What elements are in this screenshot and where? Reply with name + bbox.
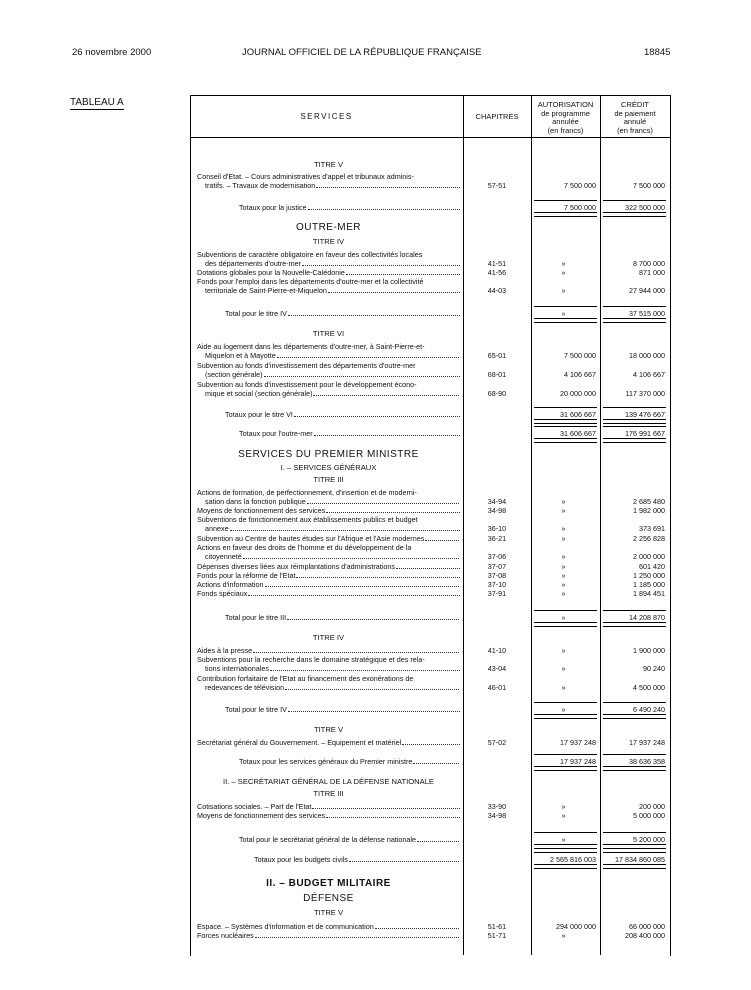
item-label-line	[197, 543, 460, 552]
total-credit-amount: 139 476 667	[625, 410, 665, 419]
total-label-text: Totaux pour la justice	[239, 203, 307, 212]
table-header-rule	[190, 137, 671, 138]
credit-amount: 90 240	[643, 664, 665, 673]
section-heading: II. – BUDGET MILITAIRE	[266, 878, 391, 889]
leader-dots	[265, 580, 461, 587]
total-rule-top	[603, 200, 666, 201]
leader-dots	[308, 203, 460, 210]
credit-amount: 117 370 000	[625, 389, 665, 398]
credit-amount: 871 000	[639, 268, 665, 277]
total-credit-amount: 17 834 860 085	[615, 855, 665, 864]
chapter-code: 34-98	[487, 811, 507, 820]
leader-dots	[417, 835, 460, 842]
credit-amount: 17 937 248	[629, 738, 665, 747]
total-double-rule	[534, 766, 597, 771]
authorization-amount: »	[561, 931, 566, 940]
item-label-text: tions internationales	[205, 664, 269, 673]
chapter-code: 33-90	[487, 802, 507, 811]
leader-dots	[264, 370, 460, 377]
total-label-text: Total pour le secrétariat général de la défense nationale	[239, 835, 417, 844]
item-label-line	[197, 488, 460, 497]
authorization-amount: 7 500 000	[564, 181, 596, 190]
item-label-line	[197, 562, 460, 571]
chapter-code: 51-71	[487, 931, 507, 940]
total-authorization-amount: 31 606 667	[560, 429, 596, 438]
authorization-amount: »	[561, 497, 566, 506]
item-label-line	[205, 552, 460, 561]
authorization-amount: 7 500 000	[564, 351, 596, 360]
total-rule-top	[534, 610, 597, 611]
section-heading: DÉFENSE	[303, 893, 354, 904]
item-label-text: Cotisations sociales. – Part de l'Etat	[197, 802, 312, 811]
credit-amount: 373 691	[639, 524, 665, 533]
item-label-text: tratifs. – Travaux de modernisation	[205, 181, 316, 190]
leader-dots	[413, 757, 460, 764]
item-label-line	[197, 811, 460, 820]
chapter-code: 34-94	[487, 497, 507, 506]
leader-dots	[346, 268, 460, 275]
total-double-rule	[534, 844, 597, 849]
total-label-text: Total pour le titre IV	[225, 705, 287, 714]
chapter-code: 37-08	[487, 571, 507, 580]
leader-dots	[425, 534, 460, 541]
leader-dots	[287, 613, 460, 620]
item-label-text: Contribution forfaitaire de l'Etat au financement des exonérations de	[197, 674, 414, 683]
authorization-amount: »	[561, 589, 566, 598]
leader-dots	[375, 922, 460, 929]
total-label-text: Total pour le titre IV	[225, 309, 287, 318]
item-label-text: Moyens de fonctionnement des services	[197, 506, 326, 515]
item-label-text: (section générale)	[205, 370, 263, 379]
item-label-text: Fonds pour la réforme de l'Etat	[197, 571, 296, 580]
chapter-code: 37-06	[487, 552, 507, 561]
total-double-rule	[603, 766, 666, 771]
total-rule-top	[603, 610, 666, 611]
chapter-code: 51-61	[487, 922, 507, 931]
chapter-code: 57-51	[487, 181, 507, 190]
total-label	[225, 309, 460, 318]
credit-amount: 4 500 000	[633, 683, 665, 692]
chapter-code: 37-10	[487, 580, 507, 589]
credit-amount: 200 000	[639, 802, 665, 811]
chapter-code: 34-98	[487, 506, 507, 515]
total-double-rule	[534, 419, 597, 424]
item-label-line	[197, 580, 460, 589]
item-label-line	[197, 342, 460, 351]
chapter-code: 57-02	[487, 738, 507, 747]
leader-dots	[255, 931, 460, 938]
item-label-line	[197, 655, 460, 664]
total-label-text: Totaux pour l'outre-mer	[239, 429, 313, 438]
credit-amount: 7 500 000	[633, 181, 665, 190]
total-authorization-amount: 17 937 248	[560, 757, 596, 766]
leader-dots	[349, 855, 460, 862]
total-credit-amount: 176 991 667	[625, 429, 665, 438]
title-heading: TITRE V	[313, 908, 344, 917]
total-label	[225, 705, 460, 714]
total-label	[239, 757, 460, 766]
total-label	[239, 203, 460, 212]
total-credit-amount: 6 490 240	[633, 705, 665, 714]
item-label-text: Dotations globales pour la Nouvelle-Calédonie	[197, 268, 345, 277]
total-double-rule	[603, 419, 666, 424]
item-label-text: redevances de télévision	[205, 683, 285, 692]
title-heading: II. – SECRÉTARIAT GÉNÉRAL DE LA DÉFENSE NATIONALE	[223, 777, 434, 786]
item-label-line	[205, 370, 460, 379]
total-double-rule	[603, 438, 666, 443]
chapter-code: 44-03	[487, 286, 507, 295]
chapter-code: 41-51	[487, 259, 507, 268]
total-label	[254, 855, 460, 864]
total-authorization-amount: »	[561, 309, 566, 318]
item-label-text: territoriale de Saint-Pierre-et-Miquelon	[205, 286, 327, 295]
total-double-rule	[534, 212, 597, 217]
chapter-code: 37-07	[487, 562, 507, 571]
chapter-code: 68-90	[487, 389, 507, 398]
item-label-text: sation dans la fonction publique	[205, 497, 306, 506]
item-label-text: Actions de formation, de perfectionnement, d'insertion et de moderni-	[197, 488, 417, 497]
credit-amount: 1 250 000	[633, 571, 665, 580]
total-double-rule	[603, 844, 666, 849]
total-label-text: Totaux pour le titre VI	[225, 410, 293, 419]
total-double-rule	[534, 864, 597, 869]
total-rule-top	[534, 426, 597, 427]
item-label-line	[205, 683, 460, 692]
chapter-code: 46-01	[487, 683, 507, 692]
chapter-code: 36-21	[487, 534, 507, 543]
authorization-amount: »	[561, 259, 566, 268]
credit-amount: 1 894 451	[633, 589, 665, 598]
total-authorization-amount: 7 500 000	[564, 203, 596, 212]
authorization-amount: »	[561, 664, 566, 673]
leader-dots	[326, 811, 460, 818]
credit-amount: 27 944 000	[629, 286, 665, 295]
total-double-rule	[603, 622, 666, 627]
total-authorization-amount: »	[561, 705, 566, 714]
authorization-amount: »	[561, 552, 566, 561]
item-label-text: des départements d'outre-mer	[205, 259, 302, 268]
item-label-line	[197, 277, 460, 286]
total-rule-top	[534, 407, 597, 408]
item-label-text: Subventions de caractère obligatoire en faveur des collectivités locales	[197, 250, 423, 259]
leader-dots	[243, 552, 460, 559]
leader-dots	[294, 410, 460, 417]
leader-dots	[312, 802, 460, 809]
title-heading: TITRE V	[313, 725, 344, 734]
total-double-rule	[603, 212, 666, 217]
item-label-line	[205, 524, 460, 533]
leader-dots	[328, 286, 460, 293]
leader-dots	[253, 646, 460, 653]
chapter-code: 43-04	[487, 664, 507, 673]
total-double-rule	[534, 318, 597, 323]
chapter-code: 41-56	[487, 268, 507, 277]
chapter-code: 68-01	[487, 370, 507, 379]
total-authorization-amount: »	[561, 613, 566, 622]
leader-dots	[288, 309, 460, 316]
total-credit-amount: 38 636 358	[629, 757, 665, 766]
total-rule-top	[603, 306, 666, 307]
authorization-amount: »	[561, 811, 566, 820]
item-label-line	[205, 389, 460, 398]
item-label-line	[197, 515, 460, 524]
chapter-code: 41-10	[487, 646, 507, 655]
item-label-text: Actions d'information	[197, 580, 264, 589]
total-rule-top	[603, 832, 666, 833]
authorization-amount: »	[561, 534, 566, 543]
item-label-text: Fonds spéciaux	[197, 589, 248, 598]
total-label	[225, 410, 460, 419]
authorization-amount: 4 106 667	[564, 370, 596, 379]
leader-dots	[277, 351, 460, 358]
item-label-text: Subvention au fonds d'investissement des départements d'outre-mer	[197, 361, 416, 370]
authorization-amount: »	[561, 506, 566, 515]
item-label-line	[197, 361, 460, 370]
header-journal-title: JOURNAL OFFICIEL DE LA RÉPUBLIQUE FRANÇAISE	[242, 47, 482, 58]
item-label-line	[197, 534, 460, 543]
section-heading: SERVICES DU PREMIER MINISTRE	[238, 449, 419, 460]
authorization-amount: 17 937 248	[560, 738, 596, 747]
total-rule-top	[603, 754, 666, 755]
title-heading: TITRE III	[313, 789, 344, 798]
authorization-amount: »	[561, 580, 566, 589]
total-label	[239, 835, 460, 844]
item-label-line	[197, 571, 460, 580]
total-rule-top	[603, 407, 666, 408]
credit-amount: 1 185 000	[633, 580, 665, 589]
leader-dots	[314, 429, 460, 436]
chapter-code: 37-91	[487, 589, 507, 598]
total-credit-amount: 5 200 000	[633, 835, 665, 844]
total-rule-top	[603, 426, 666, 427]
item-label-line	[205, 259, 460, 268]
total-double-rule	[603, 864, 666, 869]
total-rule-top	[534, 754, 597, 755]
title-heading: TITRE III	[313, 475, 344, 484]
item-label-text: annexe	[205, 524, 229, 533]
total-rule-top	[603, 852, 666, 853]
item-label-text: Aide au logement dans les départements d'outre-mer, à Saint-Pierre-et-	[197, 342, 425, 351]
leader-dots	[285, 683, 460, 690]
item-label-line	[197, 250, 460, 259]
leader-dots	[313, 389, 460, 396]
item-label-text: Aides à la presse	[197, 646, 253, 655]
item-label-line	[205, 497, 460, 506]
item-label-text: Secrétariat général du Gouvernement. – Equipement et matériel	[197, 738, 402, 747]
column-header-credit: CRÉDIT de paiement annulé (en francs)	[614, 100, 656, 135]
credit-amount: 66 000 000	[629, 922, 665, 931]
total-rule-top	[534, 200, 597, 201]
leader-dots	[248, 589, 460, 596]
leader-dots	[307, 497, 460, 504]
item-label-text: mique et social (section générale)	[205, 389, 313, 398]
item-label-text: Subvention au fonds d'investissement pour le développement écono-	[197, 380, 417, 389]
leader-dots	[396, 562, 460, 569]
leader-dots	[402, 738, 460, 745]
total-label-text: Total pour le titre III	[225, 613, 287, 622]
total-double-rule	[603, 714, 666, 719]
total-rule-top	[534, 832, 597, 833]
leader-dots	[288, 705, 460, 712]
leader-dots	[316, 181, 460, 188]
total-authorization-amount: »	[561, 835, 566, 844]
item-label-text: citoyenneté	[205, 552, 242, 561]
title-heading: I. – SERVICES GÉNÉRAUX	[280, 463, 377, 472]
total-label	[239, 429, 460, 438]
leader-dots	[270, 664, 460, 671]
authorization-amount: »	[561, 524, 566, 533]
credit-amount: 601 420	[639, 562, 665, 571]
item-label-line	[197, 380, 460, 389]
total-label	[225, 613, 460, 622]
item-label-line	[205, 286, 460, 295]
credit-amount: 208 400 000	[625, 931, 665, 940]
item-label-text: Miquelon et à Mayotte	[205, 351, 276, 360]
total-credit-amount: 322 500 000	[625, 203, 665, 212]
column-header-chapitres: CHAPITRES	[475, 112, 519, 121]
item-label-line	[197, 802, 460, 811]
credit-amount: 8 700 000	[633, 259, 665, 268]
item-label-text: Subvention au Centre de hautes études sur l'Afrique et l'Asie modernes	[197, 534, 425, 543]
total-authorization-amount: 31 606 667	[560, 410, 596, 419]
credit-amount: 5 000 000	[633, 811, 665, 820]
item-label-line	[197, 922, 460, 931]
authorization-amount: »	[561, 286, 566, 295]
leader-dots	[230, 524, 460, 531]
title-heading: TITRE IV	[312, 633, 345, 642]
total-double-rule	[534, 622, 597, 627]
total-rule-top	[534, 702, 597, 703]
credit-amount: 2 256 828	[633, 534, 665, 543]
header-page-number: 18845	[644, 47, 671, 58]
item-label-text: Moyens de fonctionnement des services	[197, 811, 326, 820]
total-credit-amount: 14 208 870	[629, 613, 665, 622]
total-rule-top	[534, 306, 597, 307]
item-label-text: Conseil d'Etat. – Cours administratives d'appel et tribunaux adminis-	[197, 172, 414, 181]
credit-amount: 1 900 000	[633, 646, 665, 655]
header-date: 26 novembre 2000	[72, 47, 152, 58]
section-heading: OUTRE-MER	[295, 222, 362, 233]
item-label-text: Subventions de fonctionnement aux établissements publics et budget	[197, 515, 418, 524]
chapter-code: 36-10	[487, 524, 507, 533]
item-label-text: Dépenses diverses liées aux réimplantations d'administrations	[197, 562, 395, 571]
table-label: TABLEAU A	[70, 97, 124, 108]
total-rule-top	[603, 702, 666, 703]
item-label-line	[205, 351, 460, 360]
column-header-services: SERVICES	[300, 112, 353, 121]
authorization-amount: 20 000 000	[560, 389, 596, 398]
item-label-line	[197, 506, 460, 515]
total-label-text: Totaux pour les services généraux du Premier ministre	[239, 757, 413, 766]
credit-amount: 2 000 000	[633, 552, 665, 561]
item-label-line	[197, 646, 460, 655]
authorization-amount: »	[561, 562, 566, 571]
total-label-text: Totaux pour les budgets civils	[254, 855, 348, 864]
title-heading: TITRE IV	[312, 237, 345, 246]
total-double-rule	[534, 714, 597, 719]
item-label-line	[205, 181, 460, 190]
total-rule-top	[534, 852, 597, 853]
credit-amount: 18 000 000	[629, 351, 665, 360]
authorization-amount: »	[561, 802, 566, 811]
item-label-line	[197, 589, 460, 598]
item-label-line	[205, 664, 460, 673]
credit-amount: 4 106 667	[633, 370, 665, 379]
item-label-text: Subventions pour la recherche dans le domaine stratégique et des rela-	[197, 655, 425, 664]
total-authorization-amount: 2 565 816 003	[550, 855, 596, 864]
authorization-amount: »	[561, 571, 566, 580]
item-label-text: Forces nucléaires	[197, 931, 254, 940]
item-label-line	[197, 738, 460, 747]
item-label-text: Fonds pour l'emploi dans les départements d'outre-mer et la collectivité	[197, 277, 424, 286]
item-label-text: Espace. – Systèmes d'information et de communication	[197, 922, 374, 931]
authorization-amount: »	[561, 268, 566, 277]
item-label-line	[197, 931, 460, 940]
column-header-autorisation: AUTORISATION de programme annulée (en francs)	[537, 100, 594, 135]
leader-dots	[326, 506, 460, 513]
authorization-amount: 294 000 000	[556, 922, 596, 931]
item-label-line	[197, 268, 460, 277]
chapter-code: 65-01	[487, 351, 507, 360]
item-label-line	[197, 674, 460, 683]
total-double-rule	[603, 318, 666, 323]
item-label-text: Actions en faveur des droits de l'homme et du développement de la	[197, 543, 412, 552]
credit-amount: 1 982 000	[633, 506, 665, 515]
total-double-rule	[534, 438, 597, 443]
authorization-amount: »	[561, 683, 566, 692]
item-label-line	[197, 172, 460, 181]
authorization-amount: »	[561, 646, 566, 655]
credit-amount: 2 685 480	[633, 497, 665, 506]
title-heading: TITRE VI	[312, 329, 345, 338]
total-credit-amount: 37 515 000	[629, 309, 665, 318]
title-heading: TITRE V	[313, 160, 344, 169]
leader-dots	[302, 259, 460, 266]
leader-dots	[296, 571, 460, 578]
